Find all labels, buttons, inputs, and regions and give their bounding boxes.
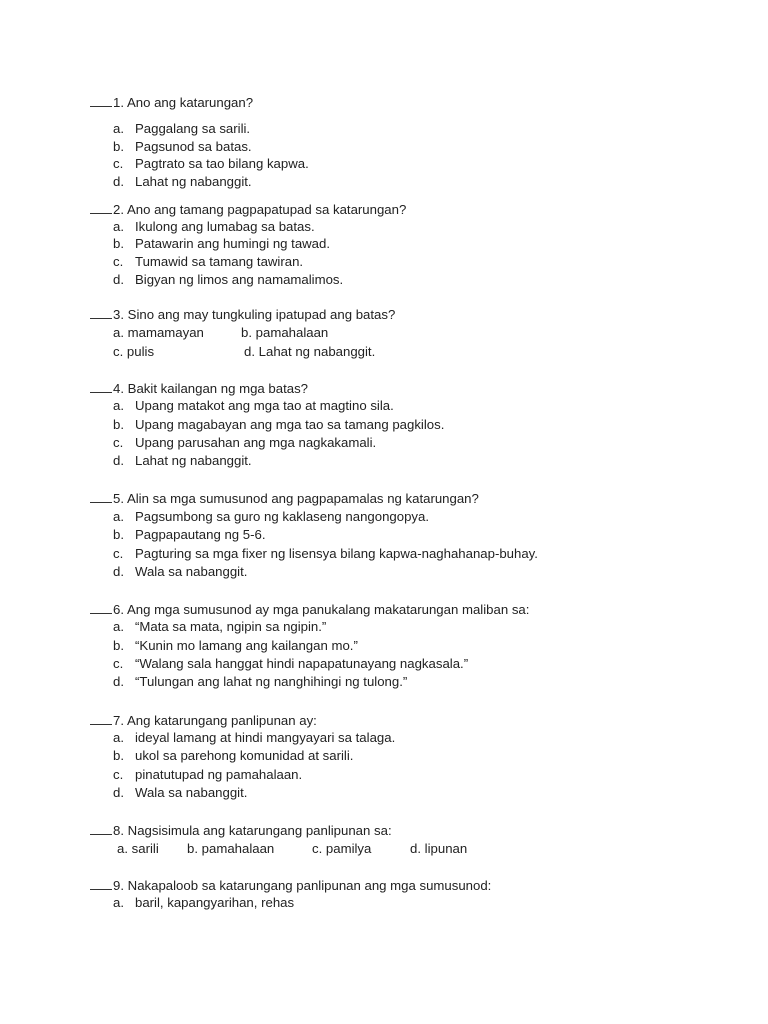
question-stem: Ang katarungang panlipunan ay: [126,713,317,728]
question-number: 9. [113,878,124,893]
option-d: d. Bigyan ng limos ang namamalimos. [113,272,344,287]
option-d: d. Lahat ng nabanggit. [113,453,252,468]
option-a: a. “Mata sa mata, ngipin sa ngipin.” [113,619,327,634]
option-a: a. baril, kapangyarihan, rehas [113,895,295,910]
option-b: b. Upang magabayan ang mga tao sa tamang pagkilos. [113,417,445,432]
option-b: b. “Kunin mo lamang ang kailangan mo.” [113,638,358,653]
option-c: c. Pagturing sa mga fixer ng lisensya bilang kapwa-naghahanap-buhay. [113,546,538,561]
option-d: d. Lahat ng nabanggit. [113,174,252,189]
question-stem: Nagsisimula ang katarungang panlipunan sa: [127,823,392,838]
question-number: 8. [113,823,124,838]
answer-blank[interactable] [90,380,112,393]
question-stem: Ang mga sumusunod ay mga panukalang makatarungan maliban sa: [126,602,530,617]
option-c: c. pinatutupad ng pamahalaan. [113,767,303,782]
answer-blank[interactable] [90,877,112,890]
option-a: a. Upang matakot ang mga tao at magtino sila. [113,398,394,413]
option-b: b. Patawarin ang humingi ng tawad. [113,236,331,251]
question-9 [90,877,491,893]
question-stem: Alin sa mga sumusunod ang pagpapamalas ng katarungan? [126,491,479,506]
answer-blank[interactable] [90,712,112,725]
option-c: c. “Walang sala hanggat hindi napapatunayang nagkasala.” [113,656,469,671]
option-a: a. Pagsumbong sa guro ng kaklaseng nangongopya. [113,509,430,524]
option-c: c. Pagtrato sa tao bilang kapwa. [113,156,309,171]
question-number: 1. [113,95,124,110]
option-d: d. lipunan [410,841,468,856]
answer-blank[interactable] [90,201,112,214]
option-c: c. pulis [113,344,155,359]
option-b: b. ukol sa parehong komunidad at sarili. [113,748,354,763]
option-a: a. Ikulong ang lumabag sa batas. [113,219,315,234]
option-d: d. Lahat ng nabanggit. [244,344,376,359]
option-c: c. pamilya [312,841,372,856]
question-stem: Ano ang tamang pagpapatupad sa katarungan? [126,202,407,217]
option-c: c. Upang parusahan ang mga nagkakamali. [113,435,377,450]
question-number: 3. [113,307,124,322]
answer-blank[interactable] [90,601,112,614]
question-number: 4. [113,381,124,396]
question-stem: Nakapaloob sa katarungang panlipunan ang mga sumusunod: [127,878,492,893]
answer-blank[interactable] [90,94,112,107]
option-b: b. pamahalaan [241,325,329,340]
answer-blank[interactable] [90,306,112,319]
question-1 [90,94,253,110]
option-d: d. Wala sa nabanggit. [113,564,248,579]
option-b: b. Pagsunod sa batas. [113,139,252,154]
question-number: 6. [113,602,124,617]
option-d: d. Wala sa nabanggit. [113,785,248,800]
question-number: 2. [113,202,124,217]
question-stem: Bakit kailangan ng mga batas? [127,381,309,396]
option-a: a. sarili [117,841,159,856]
question-stem: Sino ang may tungkuling ipatupad ang batas? [127,307,396,322]
question-number: 7. [113,713,124,728]
option-a: a. ideyal lamang at hindi mangyayari sa talaga. [113,730,396,745]
option-b: b. Pagpapautang ng 5-6. [113,527,266,542]
question-stem: Ano ang katarungan? [126,95,254,110]
question-8 [90,822,392,838]
question-6 [90,601,529,617]
answer-blank[interactable] [90,822,112,835]
option-c: c. Tumawid sa tamang tawiran. [113,254,304,269]
question-4 [90,380,308,396]
question-7 [90,712,317,728]
option-b: b. pamahalaan [187,841,275,856]
option-d: d. “Tulungan ang lahat ng nanghihingi ng tulong.” [113,674,408,689]
question-3 [90,306,395,322]
question-2 [90,201,406,217]
answer-blank[interactable] [90,490,112,503]
question-number: 5. [113,491,124,506]
option-a: a. Paggalang sa sarili. [113,121,251,136]
option-a: a. mamamayan [113,325,204,340]
question-5 [90,490,479,506]
